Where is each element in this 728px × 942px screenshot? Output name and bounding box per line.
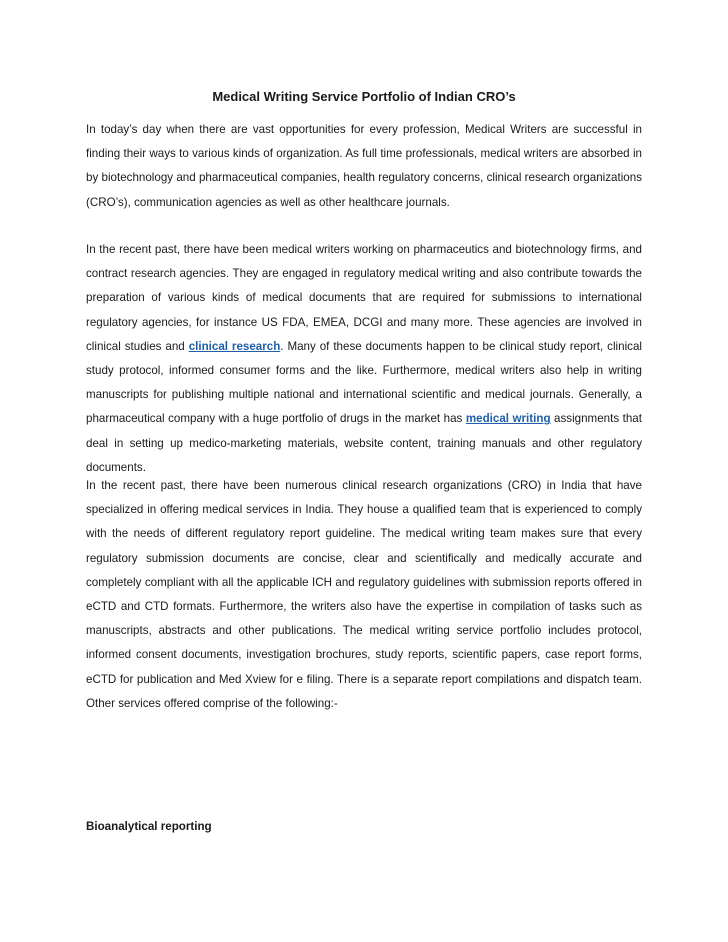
section-heading: Bioanalytical reporting	[86, 820, 212, 833]
paragraph-intro: In today’s day when there are vast opportunities for every profession, Medical Writers are successful in finding their ways to various kinds of organization. As full time professionals, medical writers are absorbed in by biotechnology and pharmaceutical companies, health regulatory concerns, clinical research organizations (CRO’s), communication agencies as well as other healthcare journals.	[86, 123, 642, 209]
clinical-research-link[interactable]: clinical research	[188, 339, 281, 353]
medical-writing-link[interactable]: medical writing	[465, 412, 551, 426]
paragraph-text: . Many of these documents happen to be clinical study report, clinical study protocol, informed consumer forms and the like. Furthermore, medical writers also help in writing manuscripts for publishing multiple national and international scientific and medical journals. Generally, a pharmaceutical company with a huge portfolio of drugs in the market has	[86, 339, 642, 426]
paragraph-text: In the recent past, there have been medical writers working on pharmaceutics and biotechnology firms, and contract research agencies. They are engaged in regulatory medical writing and also contribute towards the preparation of various kinds of medical documents that are required for submissions to international regulatory agencies, for instance US FDA, EMEA, DCGI and many more. These agencies are involved in clinical studies and	[86, 243, 642, 353]
paragraph-text: assignments that deal in setting up medico-marketing materials, website content, training manuals and other regulatory documents.	[86, 412, 642, 474]
paragraph-medical-writers	[86, 238, 642, 480]
paragraph-cro-india: In the recent past, there have been numerous clinical research organizations (CRO) in India that have specialized in offering medical services in India. They house a qualified team that is experienced to comply with the needs of different regulatory report guideline. The medical writing team makes sure that every regulatory submission documents are concise, clear and scientifically and medically accurate and completely compliant with all the applicable ICH and regulatory guidelines with submission reports offered in eCTD and CTD formats. Furthermore, the writers also have the expertise in compilation of tasks such as manuscripts, abstracts and other publications. The medical writing service portfolio includes protocol, informed consent documents, investigation brochures, study reports, scientific papers, case report forms, eCTD for publication and Med Xview for e filing. There is a separate report compilations and dispatch team. Other services offered comprise of the following:-	[86, 479, 642, 710]
document-title: Medical Writing Service Portfolio of Indian CRO’s	[212, 89, 516, 104]
